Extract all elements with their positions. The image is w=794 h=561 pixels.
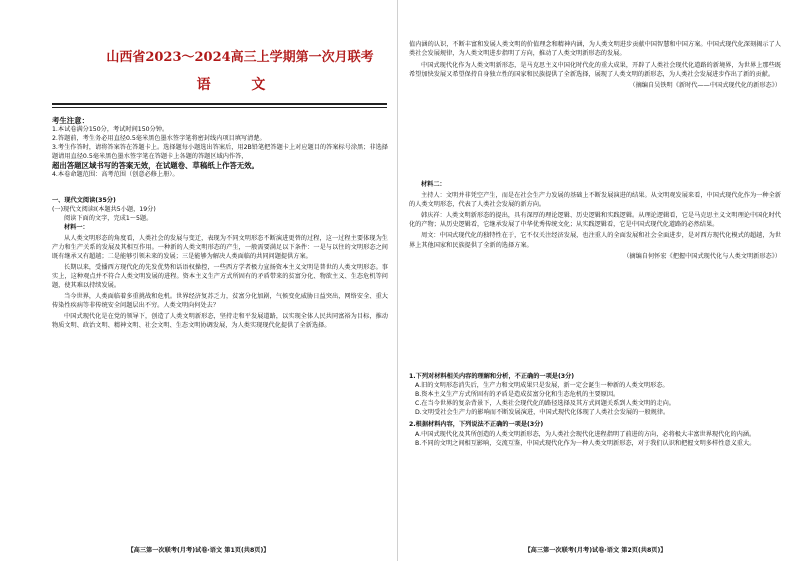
notice-item: 3.考生作答时，请将答案答在答题卡上。选择题每小题选出答案后，用2B铅笔把答题卡上对应题目的答案标号涂黑；非选择题请用直径0.5毫米黑色墨水签字笔在答题卡上各题的答题区域内作答，: [52, 144, 388, 160]
question-1-option: C.在当今世界的复杂背景下，人类社会现代化的路径选择及其方式问题关系到人类文明的走向。: [415, 400, 675, 408]
notice-heading: 考生注意：: [52, 116, 89, 125]
paragraph: 中国式现代化作为人类文明新形态，是马克思主义中国化时代化的重大成果，开辟了人类社会现代化道路的新境界，为世界上那些既希望加快发展又希望保持自身独立性的国家和民族提供了全新选择，展现了人类文明的新形态，为人类社会发展进步作出了新的贡献。: [409, 62, 781, 79]
question-2-option: B.不同的文明之间相互影响，交流互鉴，中国式现代化作为一种人类文明新形态，对于我们认识和把握文明多样性意义重大。: [415, 439, 756, 447]
source-citation: （摘编自吴铁明《新时代——中国式现代化的新形态》）: [629, 82, 781, 90]
title-rule-thin: [52, 107, 387, 108]
page-footer: 【高三第一次联考(月考)试卷·语文 第2页(共8页)】: [524, 547, 667, 554]
paragraph: 从人类文明形态的角度看，人类社会的发展与变迁，表现为不同文明形态不断演进更替的过程，这一过程主要体现为生产力和生产关系的发展及其相互作用。一种新的人类文明形态的产生，一般需要满足以下条件：一是与以往的文明形态之间既有继承又有超越；二是能够引领未来的发展；三是能够为解决人类面临的共同问题提供方案。: [52, 235, 388, 260]
question-1-option: B.资本主义生产方式所固有的矛盾是造成贫富分化和生态危机的主要原因。: [415, 391, 620, 399]
material-one-end: [409, 40, 781, 90]
section-heading: 一、现代文阅读(35分): [52, 197, 116, 204]
notice-block: [52, 116, 388, 179]
notice-item: 1.本试卷满分150分，考试时间150分钟。: [52, 126, 169, 133]
page-footer: 【高三第一次联考(月考)试卷·语文 第1页(共8页)】: [127, 547, 270, 554]
question-2-stem: 2.根据材料内容，下列说法不正确的一项是(3分): [409, 421, 544, 429]
question-1-stem: 1.下列对材料相关内容的理解和分析，不正确的一项是(3分): [409, 373, 575, 380]
paragraph: 长期以来，受播西方现代化的先发优势和话语权操控，一些西方学者极力宣扬资本主义文明是普世的人类文明形态。事实上，这种观点并不符合人类文明发展的进程。资本主义生产方式所固有的矛盾带来的贫富分化、物欲主义、生态危机等问题，使其难以持续发展。: [52, 264, 388, 289]
subject-title: 语 文: [196, 77, 284, 93]
right-page: [397, 0, 794, 561]
paragraph: 中国式现代化是在党的领导下，创造了人类文明新形态，坚持走和平发展道路，以实现全体人民共同富裕为目标，推动物质文明、政治文明、精神文明、社会文明、生态文明协调发展，为人类实现现代化提供了全新选择。: [52, 313, 388, 329]
notice-item: 2.答题前，考生务必用直径0.5毫米黑色墨水签字笔将密封线内项目填写清楚。: [52, 135, 266, 142]
exam-title: 山西省2023～2024高三上学期第一次月联考: [106, 50, 374, 65]
question-2-option: A.中国式现代化及其所创造的人类文明新形态，为人类社会现代化进程指明了前进的方向，必将极大丰富世界现代化的内涵。: [415, 430, 756, 438]
question-block: [409, 372, 781, 448]
notice-bold: 超出答题区域书写的答案无效，在试题卷、草稿纸上作答无效。: [52, 161, 259, 170]
material-two: [409, 180, 781, 261]
instruction: 阅读下面的文字，完成1～5题。: [64, 215, 153, 222]
paragraph: 值内涵的认识，不断丰富和发展人类文明的价值理念和精神内涵，为人类文明进步贡献中国智慧和中国方案。中国式现代化深刻揭示了人类社会发展规律，为人类文明进步指明了方向，推动了人类文明新形态的发展。: [409, 41, 781, 58]
paragraph: 主持人：文明并非凭空产生，而是在社会生产力发展的基础上不断发展演进的结果。从文明观发展来看，中国式现代化作为一种全新的人类文明形态，代表了人类社会发展的新方向。: [409, 192, 781, 209]
notice-item: 4.本卷命题范围：高考范围（创意必修上册）。: [52, 171, 179, 178]
subsection-heading: (一)现代文阅读Ⅰ(本题共5小题，19分): [52, 206, 156, 213]
reading-section: [52, 196, 388, 330]
source-citation: （摘编自何怀宏《把握中国式现代化与人类文明新形态》）: [623, 252, 781, 260]
material-label: 材料一：: [64, 224, 89, 231]
question-1-option: A.旧的文明形态消失后，生产力和文明成果只是发展，新一定会诞生一种新的人类文明形态。: [415, 382, 669, 390]
paragraph: 周文：中国式现代化的独特性在于，它不仅关注经济发展，也注重人的全面发展和社会全面进步，是对西方现代化模式的超越，为世界上其他国家和民族提供了全新的选择方案。: [409, 232, 781, 249]
paragraph: 韩庆祥：人类文明新形态的提出，具有深厚的理论逻辑、历史逻辑和实践逻辑。从理论逻辑看，它是马克思主义文明理论中国化时代化的产物；从历史逻辑看，它继承发展了中华优秀传统文化；从实践逻辑看，它是中国式现代化道路的必然结果。: [409, 212, 781, 229]
paragraph: 当今世界，人类面临着多重挑战和危机。世界经济复苏乏力，贫富分化加剧，气候变化威胁日益突出，网络安全、重大传染性疾病等非传统安全问题层出不穷。人类文明向何处去？: [52, 293, 388, 309]
title-rule-thick: [52, 103, 387, 105]
material-label: 材料二：: [421, 181, 446, 188]
question-1-option: D.文明受社会生产力的影响而不断发展演进，中国式现代化体现了人类社会发展的一般规律。: [415, 409, 670, 417]
